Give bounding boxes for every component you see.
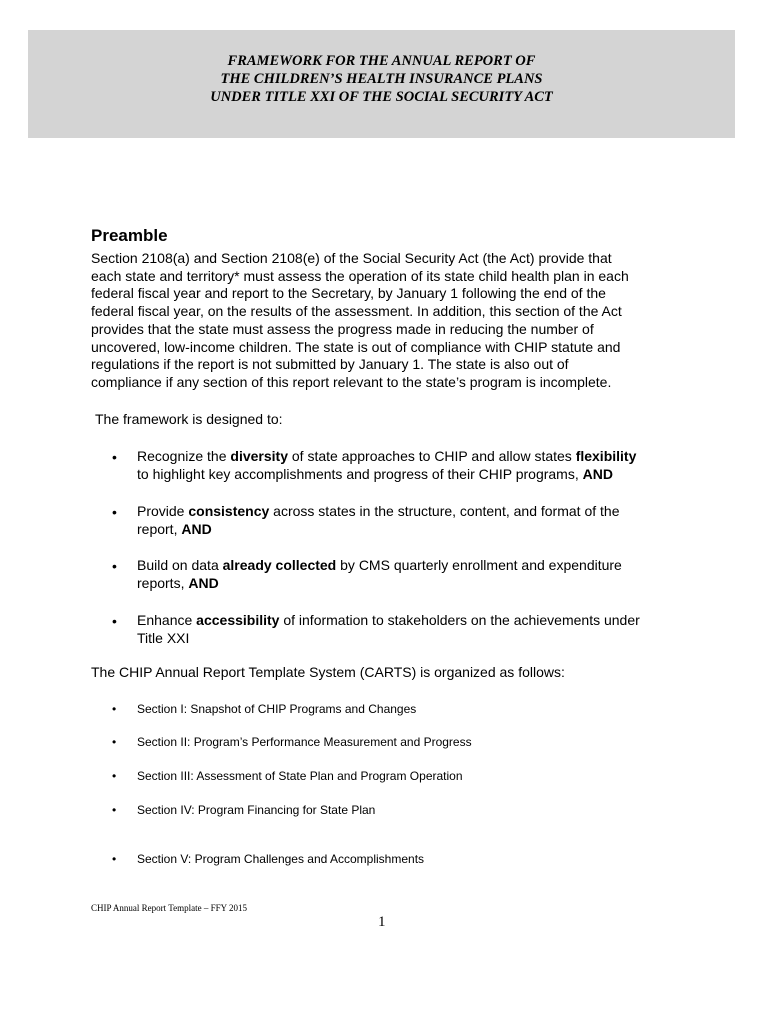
carts-section-item: Section II: Program’s Performance Measurement and Progress	[137, 735, 472, 749]
framework-intro: The framework is designed to:	[95, 411, 283, 427]
framework-item: Enhance accessibility of information to stakeholders on the achievements under Title XXI	[137, 612, 640, 646]
framework-item: Recognize the diversity of state approaches to CHIP and allow states flexibility to highlight key accomplishments and progress of their CHIP programs, AND	[137, 448, 637, 482]
page-number: 1	[378, 914, 386, 930]
bullet-icon: •	[112, 702, 117, 716]
carts-intro: The CHIP Annual Report Template System (CARTS) is organized as follows:	[91, 664, 565, 680]
preamble-line: regulations if the report is not submitted by January 1. The state is also out of	[91, 356, 569, 373]
carts-section-item: Section V: Program Challenges and Accomplishments	[137, 852, 425, 866]
carts-section-item: Section IV: Program Financing for State Plan	[137, 803, 376, 817]
bullet-icon: •	[112, 504, 117, 520]
preamble-line: compliance if any section of this report relevant to the state’s program is incomplete.	[91, 373, 612, 390]
bullet-icon: •	[112, 803, 117, 817]
bullet-icon: •	[112, 735, 117, 749]
preamble-line: provides that the state must assess the progress made in reducing the number of	[91, 320, 594, 337]
carts-section-item: Section I: Snapshot of CHIP Programs and Changes	[137, 702, 417, 716]
framework-item: Provide consistency across states in the structure, content, and format of the report, AND	[137, 503, 620, 537]
bullet-icon: •	[112, 449, 117, 465]
preamble-line: uncovered, low-income children. The state is out of compliance with CHIP statute and	[91, 338, 621, 355]
preamble-line: Section 2108(a) and Section 2108(e) of the Social Security Act (the Act) provide that	[91, 250, 612, 266]
title-line-2: THE CHILDREN’S HEALTH INSURANCE PLANS	[220, 71, 543, 87]
title-line-3: UNDER TITLE XXI OF THE SOCIAL SECURITY ACT	[210, 89, 553, 105]
bullet-icon: •	[112, 613, 117, 629]
footer-label: CHIP Annual Report Template – FFY 2015	[91, 903, 248, 913]
bullet-icon: •	[112, 558, 117, 574]
preamble-line: federal fiscal year, on the results of the assessment. In addition, this section of the Act	[91, 303, 622, 320]
carts-section-item: Section III: Assessment of State Plan and Program Operation	[137, 769, 463, 783]
preamble-paragraph	[91, 250, 691, 392]
title-banner	[28, 30, 735, 138]
bullet-icon: •	[112, 769, 117, 783]
bullet-icon: •	[112, 852, 117, 866]
preamble-line: each state and territory* must assess the operation of its state child health plan in each	[91, 267, 629, 284]
preamble-heading: Preamble	[91, 226, 168, 245]
title-line-1: FRAMEWORK FOR THE ANNUAL REPORT OF	[227, 53, 536, 69]
preamble-line: federal fiscal year and report to the Secretary, by January 1 following the end of the	[91, 285, 606, 302]
framework-item: Build on data already collected by CMS quarterly enrollment and expenditure reports, AND	[137, 557, 622, 591]
